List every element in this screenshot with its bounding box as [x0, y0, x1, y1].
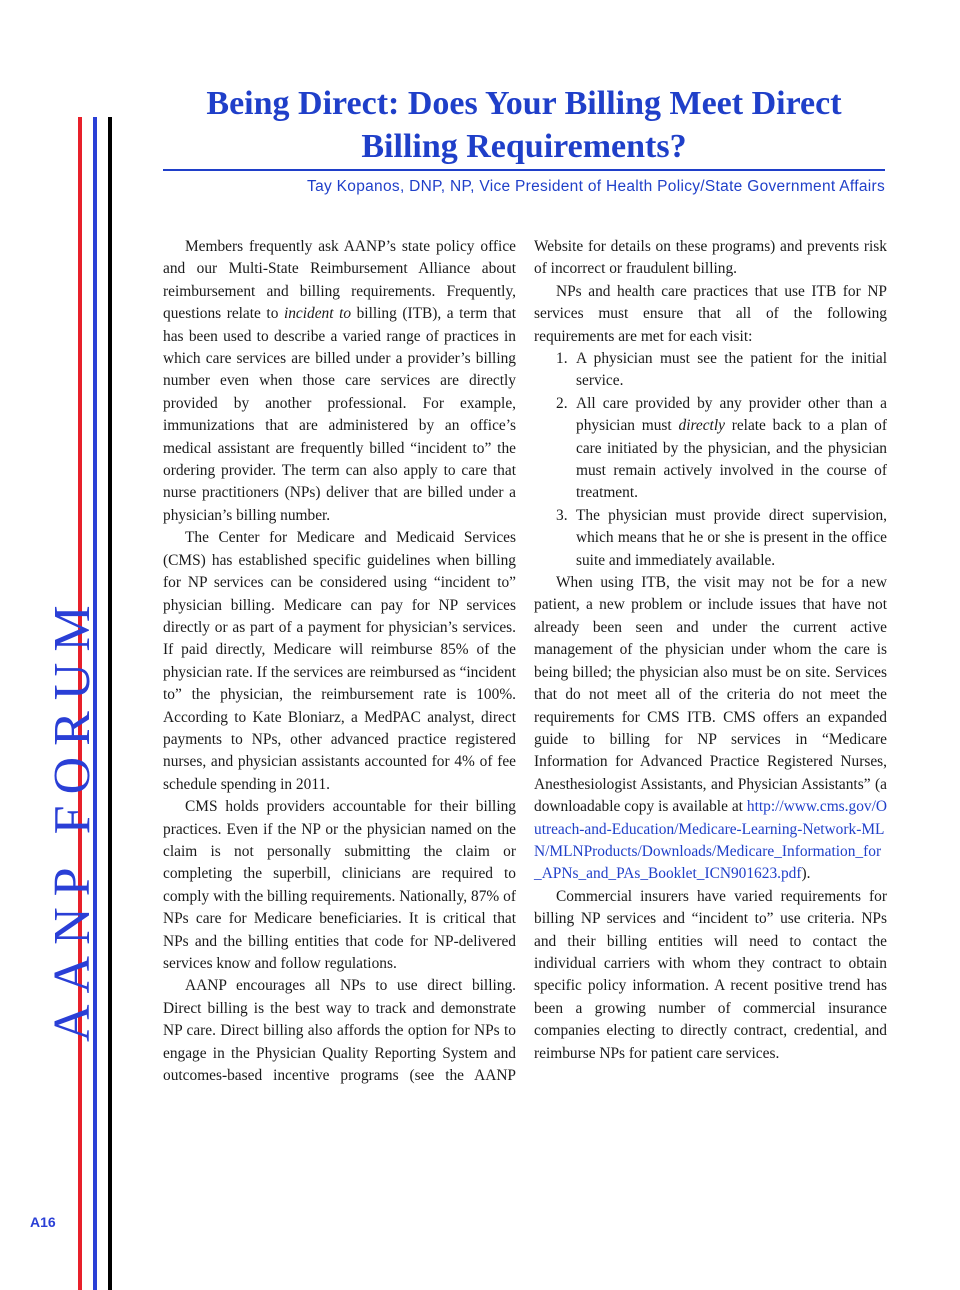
title-rule: [163, 169, 885, 171]
paragraph-4-continued: Website for details on these programs) and prevents risk of incorrect or fraudulent billing.: [534, 238, 887, 278]
black-stripe: [108, 117, 112, 1290]
right-column: [534, 236, 887, 1065]
requirements-list: [534, 348, 887, 572]
paragraph-6: When using ITB, the visit may not be for a new patient, a new problem or include issues that have not already been seen and under the current active management of the physician under whom the care is being billed; the physician also must be on site. Services that do not meet all of the criteria do not meet the requirements for CMS ITB. CMS offers an expanded guide to billing for NP services in “Medicare Information for Advanced Practice Registered Nurses, Anesthesiologist Assistants, and Physician Assistants” (a downloadable copy is available at http://www.cms.gov/Outreach-and-Education/Medicare-Learning-Network-MLN/MLNProducts/Downloads/Medicare_Information_for_APNs_and_PAs_Booklet_ICN901623.pdf).: [534, 574, 887, 883]
incident-to-term: incident to: [283, 305, 352, 323]
paragraph-1: Members frequently ask AANP’s state policy office and our Multi-State Reimbursement Alliance about reimbursement and billing requirements. Frequently, questions relate to incident to billing (ITB), a term that has been used to describe a varied range of practices in which care services are billed under a provider’s billing number even when those care services are directly provided by another professional. For example, immunizations that are administered by an office’s medical assistant are frequently billed “incident to” the ordering provider. The term can also apply to care that nurse practitioners (NPs) deliver that are billed under a physician’s billing number.: [163, 238, 516, 524]
list-item: 2. All care provided by any provider other than a physician must directly relate back to a plan of care initiated by the physician, and the physician must remain actively involved in the course of treatment.: [556, 394, 887, 502]
paragraph-5: NPs and health care practices that use ITB for NP services must ensure that all of the following requirements are met for each visit:: [534, 282, 887, 345]
paragraph-7: Commercial insurers have varied requirements for billing NP services and “incident to” use criteria. NPs and their billing entities will need to contact the individual carriers with whom they contract to obtain specific policy information. A recent positive trend has been a growing number of commercial insurance companies electing to directly contract, credential, and reimburse NPs for patient care services.: [534, 887, 887, 1062]
page-number: A16: [30, 1214, 56, 1230]
left-column: [163, 236, 516, 1087]
paragraph-2: The Center for Medicare and Medicaid Services (CMS) has established specific guidelines when billing for NP services can be considered using “incident to” physician billing. Medicare can pay for NP services directly or as part of a payment for physician’s services. If paid directly, Medicare will reimburse 85% of the physician rate. If the services are reimbursed as “incident to” the physician, the reimbursement rate is 100%. According to Kate Bloniarz, a MedPAC analyst, direct payments to NPs, other advanced practice registered nurses, and physician assistants accounted for 4% of fee schedule spending in 2011.: [163, 529, 516, 793]
article-title: Being Direct: Does Your Billing Meet Direct Billing Requirements?: [206, 85, 842, 165]
author-byline: Tay Kopanos, DNP, NP, Vice President of Health Policy/State Government Affairs: [307, 178, 885, 195]
paragraph-3: CMS holds providers accountable for their billing practices. Even if the NP or the physician named on the claim is not personally submitting the claim or completing the superbill, clinicians are required to comply with the billing requirements. Nationally, 87% of NPs care for Medicare beneficiaries. It is critical that NPs and the billing entities that code for NP-delivered services know and follow regulations.: [163, 798, 516, 972]
vertical-journal-title: AANP FORUM: [44, 594, 101, 1042]
list-item: 3. The physician must provide direct supervision, which means that he or she is present in the office suite and immediately available.: [556, 506, 887, 569]
paragraph-4: AANP encourages all NPs to use direct billing. Direct billing is the best way to track and demonstrate NP care. Direct billing also affords the option for NPs to engage in the Physician Quality Reporting System and outcomes-based incentive programs (see the AANP: [163, 977, 516, 1085]
list-item: 1. A physician must see the patient for the initial service.: [556, 350, 887, 390]
cms-booklet-link[interactable]: http://www.cms.gov/Outreach-and-Education/Medicare-Learning-Network-MLN/MLNProducts/Downloads/Medicare_Information_for_APNs_and_PAs_Booklet_ICN901623.pdf: [534, 798, 887, 883]
